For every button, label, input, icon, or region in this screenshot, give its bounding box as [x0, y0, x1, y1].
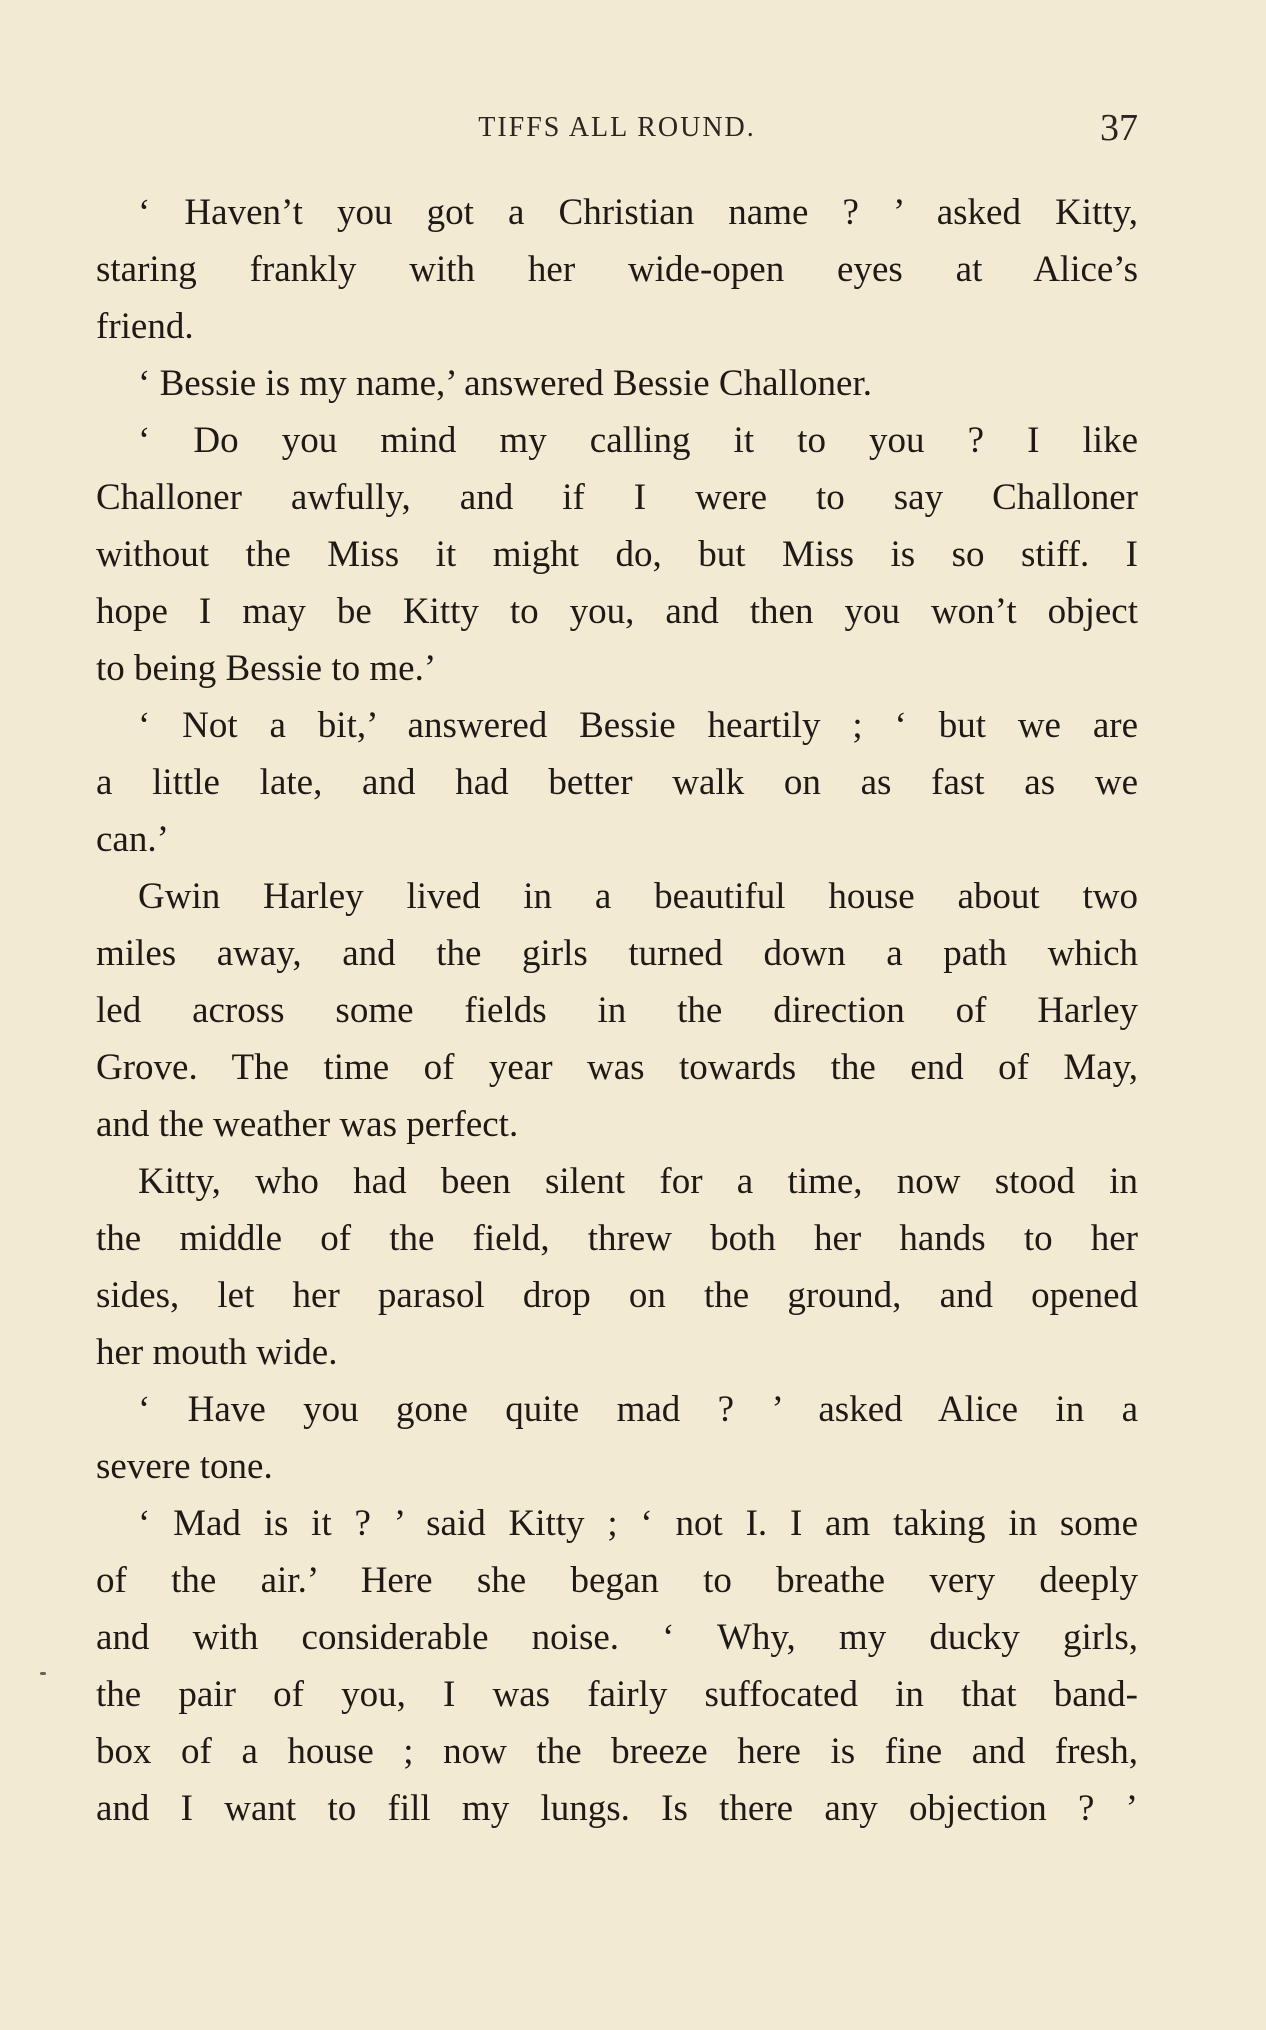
- running-head: [96, 106, 1138, 154]
- text-line: ‘ Bessie is my name,’ answered Bessie Challoner.: [138, 363, 873, 404]
- text-line: ‘ Do you mind my calling it to you ? I like: [138, 420, 1138, 461]
- text-line: and I want to fill my lungs. Is there any objection ? ’: [96, 1788, 1138, 1829]
- text-line: ‘ Have you gone quite mad ? ’ asked Alice in a: [138, 1389, 1138, 1430]
- text-line: staring frankly with her wide-open eyes at Alice’s: [96, 249, 1138, 290]
- text-line: miles away, and the girls turned down a path which: [96, 933, 1138, 974]
- running-title: TIFFS ALL ROUND.: [478, 112, 756, 143]
- text-line: friend.: [96, 306, 194, 347]
- text-line: of the air.’ Here she began to breathe very deeply: [96, 1560, 1138, 1601]
- page-number: 37: [1100, 107, 1138, 149]
- text-line: ‘ Mad is it ? ’ said Kitty ; ‘ not I. I am taking in some: [138, 1503, 1138, 1544]
- text-line: ‘ Not a bit,’ answered Bessie heartily ; ‘ but we are: [138, 705, 1138, 746]
- text-line: led across some fields in the direction of Harley: [96, 990, 1138, 1031]
- text-line: Grove. The time of year was towards the end of May,: [96, 1047, 1138, 1088]
- text-line: her mouth wide.: [96, 1332, 338, 1373]
- text-line: without the Miss it might do, but Miss is so stiff. I: [96, 534, 1138, 575]
- text-line: Gwin Harley lived in a beautiful house about two: [138, 876, 1138, 917]
- text-line: hope I may be Kitty to you, and then you won’t object: [96, 591, 1138, 632]
- text-line: to being Bessie to me.’: [96, 648, 437, 689]
- text-line: and with considerable noise. ‘ Why, my ducky girls,: [96, 1617, 1138, 1658]
- text-line: and the weather was perfect.: [96, 1104, 519, 1145]
- text-line: ‘ Haven’t you got a Christian name ? ’ asked Kitty,: [138, 192, 1138, 233]
- text-line: Kitty, who had been silent for a time, now stood in: [138, 1161, 1138, 1202]
- text-line: Challoner awfully, and if I were to say Challoner: [96, 477, 1138, 518]
- body-text: [96, 184, 1138, 1837]
- text-line: box of a house ; now the breeze here is fine and fresh,: [96, 1731, 1138, 1772]
- text-line: sides, let her parasol drop on the ground, and opened: [96, 1275, 1138, 1316]
- text-line: the middle of the field, threw both her hands to her: [96, 1218, 1138, 1259]
- text-line: the pair of you, I was fairly suffocated in that band-: [96, 1674, 1138, 1715]
- text-line: severe tone.: [96, 1446, 273, 1487]
- text-line: a little late, and had better walk on as fast as we: [96, 762, 1138, 803]
- paper-speck: [40, 1672, 46, 1675]
- text-line: can.’: [96, 819, 169, 860]
